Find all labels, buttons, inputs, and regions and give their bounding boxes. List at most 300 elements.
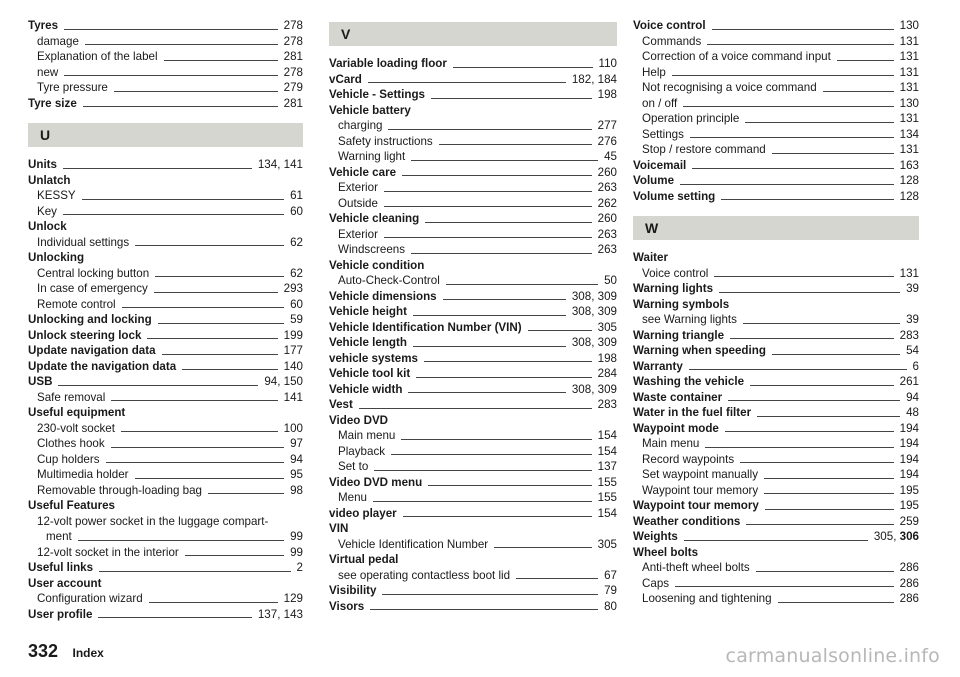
index-page-ref [598, 227, 617, 243]
page-ref-text: 195 [899, 499, 919, 512]
leader-line [374, 470, 591, 471]
leader-line [772, 354, 900, 355]
page-ref-text: 263 [597, 227, 617, 241]
index-entry [329, 56, 617, 72]
index-page-ref [284, 80, 303, 96]
index-entry [329, 382, 617, 398]
leader-line [64, 75, 277, 76]
index-page-ref [572, 335, 617, 351]
index-page-ref [604, 149, 617, 165]
index-page-ref [900, 328, 919, 344]
index-entry-label: Menu [338, 491, 368, 504]
leader-line [122, 307, 284, 308]
index-entry [28, 18, 303, 34]
index-entry [329, 72, 617, 88]
index-subentry [633, 49, 919, 65]
index-page-ref [604, 583, 617, 599]
leader-line [63, 214, 284, 215]
index-subentry [633, 65, 919, 81]
leader-line [431, 98, 592, 99]
page-ref-text: 182, 184 [571, 72, 617, 86]
index-entry-label: Clothes hook [37, 437, 105, 450]
leader-line [707, 44, 893, 45]
index-entry [28, 219, 303, 235]
leader-line [382, 594, 598, 595]
leader-line [823, 91, 894, 92]
index-entry [633, 173, 919, 189]
leader-line [154, 292, 278, 293]
page-ref-text: 195 [899, 483, 919, 497]
index-entry-label: Cup holders [37, 452, 100, 466]
leader-line [98, 617, 251, 618]
page-ref-text: 94 [906, 390, 919, 404]
index-entry [329, 351, 617, 367]
leader-line [114, 91, 278, 92]
leader-line [757, 416, 900, 417]
index-subentry [28, 34, 303, 50]
index-entry-label: Warning light [338, 150, 406, 163]
index-entry-label: Volume setting [633, 189, 716, 203]
page-ref-text: 128 [899, 174, 919, 187]
index-entry-label: Warning symbols [633, 297, 730, 311]
page-ref-text: 99 [290, 545, 303, 559]
page-ref-text: 60 [290, 204, 303, 218]
index-entry-label: Help [642, 65, 666, 79]
leader-line [712, 29, 894, 30]
leader-line [413, 315, 566, 316]
index-entry-label: 230-volt socket [37, 421, 115, 435]
index-entry [329, 366, 617, 382]
index-subentry [28, 467, 303, 483]
index-column-1 [28, 18, 303, 622]
index-entry-label: Waypoint mode [633, 421, 719, 435]
index-subentry [633, 560, 919, 576]
index-entry-label: Warning when speeding [633, 344, 766, 357]
page-footer [28, 641, 104, 662]
page-ref-text: 131 [899, 65, 919, 79]
index-page-ref [598, 475, 617, 491]
page-ref-text: 98 [290, 483, 303, 497]
index-entry-label: Exterior [338, 181, 378, 194]
index-entry [28, 498, 303, 514]
index-entry-label: Unlock steering lock [28, 328, 142, 342]
page-ref-text: 137, 143 [257, 607, 303, 621]
index-page-ref [900, 65, 919, 81]
index-entry-label: User account [28, 576, 102, 590]
leader-line [719, 292, 900, 293]
index-entry-label: Vehicle width [329, 382, 403, 396]
index-entry-label: Useful Features [28, 499, 115, 512]
index-entry-label: Waypoint tour memory [642, 483, 759, 497]
page-ref-text: 163 [899, 158, 919, 172]
index-entry-label: Weights [633, 530, 678, 543]
index-entry [633, 545, 919, 561]
leader-line [743, 323, 900, 324]
page-ref-text: 131 [899, 50, 919, 63]
index-subentry [329, 180, 617, 196]
index-subentry [329, 444, 617, 460]
index-page-ref [900, 467, 919, 483]
index-entry-label: Vehicle tool kit [329, 367, 411, 380]
page-ref-text: 308, 309 [571, 382, 617, 396]
leader-line [111, 447, 284, 448]
index-entry-label: Visors [329, 599, 365, 613]
leader-line [147, 338, 277, 339]
leader-line [208, 493, 284, 494]
index-entry-label: Central locking button [37, 266, 150, 280]
index-entry [633, 514, 919, 530]
index-entry-label: Unlatch [28, 173, 71, 187]
index-entry-label: Commands [642, 34, 702, 48]
index-entry-label: see Warning lights [642, 313, 737, 326]
page-ref-text: 94 [290, 452, 303, 466]
index-entry-label: Auto-Check-Control [338, 274, 440, 287]
index-entry-label: Vehicle Identification Number (VIN) [329, 320, 522, 334]
index-entry [633, 405, 919, 421]
index-entry [329, 506, 617, 522]
page-ref-text: 48 [906, 406, 919, 419]
leader-line [85, 44, 278, 45]
page-ref-text: 281 [283, 50, 303, 63]
leader-line [516, 578, 598, 579]
leader-line [765, 509, 894, 510]
page-ref-text: 62 [290, 235, 303, 249]
index-entry [633, 328, 919, 344]
page-ref-text: 199 [283, 328, 303, 342]
page-ref-text: 60 [290, 297, 303, 311]
index-entry [28, 328, 303, 344]
index-page-ref [598, 320, 617, 336]
index-page-ref [284, 359, 303, 375]
page-ref-text: 131 [899, 34, 919, 48]
page-ref-text: 278 [283, 34, 303, 48]
leader-line [401, 439, 591, 440]
index-entry-label: Vehicle Identification Number [338, 537, 489, 551]
leader-line [135, 245, 284, 246]
index-entry-label: Settings [642, 127, 684, 141]
page-ref-text: 134, 141 [257, 158, 303, 171]
page-ref-text: 283 [597, 398, 617, 411]
index-entry [28, 250, 303, 266]
index-entry-label: Vest [329, 398, 353, 411]
index-entry [28, 560, 303, 576]
index-page-ref [284, 49, 303, 65]
leader-line [672, 75, 894, 76]
index-subentry [28, 49, 303, 65]
index-page-ref [572, 289, 617, 305]
index-subentry [28, 514, 303, 545]
index-entry [329, 552, 617, 568]
index-page-ref [598, 211, 617, 227]
index-entry-label: Vehicle height [329, 305, 407, 318]
leader-line [384, 206, 592, 207]
index-entry-label: Windscreens [338, 243, 406, 256]
index-entry [633, 498, 919, 514]
leader-line [408, 392, 565, 393]
index-page-ref [598, 351, 617, 367]
index-subentry [28, 483, 303, 499]
index-page-ref [284, 18, 303, 34]
index-page-ref [290, 467, 303, 483]
index-entry [28, 173, 303, 189]
page-ref-text: 198 [597, 351, 617, 365]
leader-line [413, 346, 566, 347]
index-entry-label: Wheel bolts [633, 545, 699, 559]
page-ref-text: 131 [899, 112, 919, 125]
index-entry [633, 189, 919, 205]
leader-line [721, 199, 893, 200]
index-subentry [633, 111, 919, 127]
index-subentry [633, 80, 919, 96]
leader-line [58, 385, 258, 386]
page-ref-text: 131 [899, 143, 919, 156]
index-entry-label: Vehicle care [329, 165, 397, 179]
leader-line [690, 137, 894, 138]
index-page-ref [290, 312, 303, 328]
index-page-ref [290, 436, 303, 452]
index-entry [329, 258, 617, 274]
leader-line [680, 184, 894, 185]
index-page-ref [599, 56, 617, 72]
index-entry [28, 607, 303, 623]
leader-line [106, 462, 285, 463]
leader-line [764, 478, 894, 479]
index-page-ref [900, 96, 919, 112]
index-page-ref [572, 72, 617, 88]
leader-line [725, 431, 894, 432]
page-ref-text: 308, 309 [571, 289, 617, 303]
index-page-ref [290, 204, 303, 220]
index-entry [329, 583, 617, 599]
index-subentry [633, 452, 919, 468]
index-page-ref [900, 514, 919, 530]
index-entry-label: video player [329, 506, 397, 520]
page-ref-text: 278 [283, 65, 303, 79]
index-entry-label: Visibility [329, 584, 377, 597]
index-entry-label: Voicemail [633, 158, 687, 172]
leader-line [689, 369, 907, 370]
index-page-ref [604, 568, 617, 584]
index-entry [28, 359, 303, 375]
index-subentry [28, 421, 303, 437]
index-subentry [329, 490, 617, 506]
leader-line [746, 524, 893, 525]
index-page-ref [598, 506, 617, 522]
leader-line [411, 160, 598, 161]
index-page-ref [900, 374, 919, 390]
index-page-ref [284, 390, 303, 406]
index-entry [633, 529, 919, 545]
index-entry [28, 157, 303, 173]
index-page-ref [598, 428, 617, 444]
page-ref-text: 154 [597, 444, 617, 458]
index-entry-label: Voice control [633, 19, 706, 32]
index-page-ref [900, 189, 919, 205]
index-page-ref [284, 343, 303, 359]
index-entry-label: Warning triangle [633, 328, 725, 342]
page-ref-text: 141 [283, 390, 303, 404]
index-entry [329, 320, 617, 336]
index-page-ref [284, 281, 303, 297]
leader-line [837, 60, 894, 61]
leader-line [443, 299, 566, 300]
page-ref-text: 67 [604, 568, 617, 582]
index-subentry [633, 483, 919, 499]
index-entry-label: Unlocking [28, 251, 85, 264]
index-page-ref [598, 397, 617, 413]
index-entry [28, 374, 303, 390]
index-entry-label: 12-volt socket in the interior [37, 545, 179, 559]
index-entry-label: Weather conditions [633, 514, 741, 528]
leader-line [384, 237, 592, 238]
index-subentry [28, 204, 303, 220]
leader-line [158, 323, 284, 324]
page-ref-text: 305, [873, 530, 900, 543]
index-page-ref [258, 607, 303, 623]
index-entry-label: Vehicle battery [329, 103, 411, 117]
index-entry [633, 390, 919, 406]
page-ref-text: 281 [283, 96, 303, 110]
page-ref-text: 80 [604, 599, 617, 613]
index-entry-label: Vehicle length [329, 336, 407, 349]
leader-line [391, 454, 592, 455]
index-subentry [633, 142, 919, 158]
index-page-ref [598, 242, 617, 258]
index-page-ref [604, 273, 617, 289]
index-entry [329, 599, 617, 615]
leader-line [714, 276, 893, 277]
index-entry-label: Useful links [28, 561, 94, 574]
index-entry-label: Vehicle cleaning [329, 212, 420, 225]
page-ref-text: 39 [906, 313, 919, 326]
index-page-ref [290, 297, 303, 313]
leader-line [728, 400, 900, 401]
index-entry-label: Voice control [642, 266, 709, 280]
index-page-ref [900, 173, 919, 189]
index-page-ref [572, 382, 617, 398]
leader-line [764, 493, 893, 494]
index-page-ref [284, 65, 303, 81]
section-letter-header: U [28, 123, 303, 147]
index-entry-label: Main menu [642, 437, 700, 450]
index-subentry [28, 65, 303, 81]
page-ref-text: 6 [912, 359, 919, 373]
page-ref-text: 198 [597, 88, 617, 101]
index-entry-label: Anti-theft wheel bolts [642, 561, 750, 574]
index-subentry [633, 127, 919, 143]
page-ref-text: 308, 309 [571, 305, 617, 318]
index-entry-label: Exterior [338, 227, 378, 241]
page-ref-text: 283 [899, 328, 919, 342]
index-entry-label: Washing the vehicle [633, 375, 745, 388]
index-page-ref [284, 421, 303, 437]
index-entry-label: Video DVD menu [329, 475, 423, 489]
page-ref-text: 59 [290, 313, 303, 326]
page-ref-text: 62 [290, 266, 303, 280]
index-page-ref [284, 591, 303, 607]
leader-line [162, 354, 278, 355]
index-entry-label: Correction of a voice command input [642, 50, 831, 63]
index-entry-label: USB [28, 375, 53, 388]
index-page-ref [572, 304, 617, 320]
index-entry [329, 103, 617, 119]
index-subentry [28, 266, 303, 282]
page-ref-text: 286 [899, 561, 919, 574]
index-entry-label: on / off [642, 96, 678, 110]
page-ref-text: 97 [290, 437, 303, 450]
index-entry-label: vCard [329, 72, 362, 86]
leader-line [368, 82, 566, 83]
page-ref-text: 95 [290, 468, 303, 481]
index-entry [329, 87, 617, 103]
index-entry [329, 289, 617, 305]
index-page-ref [900, 18, 919, 34]
index-page-ref [874, 529, 919, 545]
index-entry-label: Key [37, 204, 57, 218]
index-subentry [28, 235, 303, 251]
index-entry-label: Stop / restore command [642, 143, 766, 156]
page-ref-text: 286 [899, 576, 919, 590]
leader-line [388, 129, 591, 130]
leader-line [63, 168, 252, 169]
leader-line [416, 377, 591, 378]
index-entry-label: Multimedia holder [37, 468, 129, 481]
index-page-ref [264, 374, 303, 390]
page-ref-text: 260 [597, 165, 617, 179]
page-ref-text: 94, 150 [264, 375, 303, 388]
index-subentry [28, 281, 303, 297]
index-page-ref [290, 266, 303, 282]
page-ref-text: 293 [283, 282, 303, 295]
page-ref-text: 305 [597, 320, 617, 334]
index-subentry [329, 149, 617, 165]
page-ref-text: 79 [604, 584, 617, 597]
leader-line [359, 408, 592, 409]
index-entry-label: see operating contactless boot lid [338, 568, 511, 582]
index-page-ref [284, 328, 303, 344]
index-entry-label: VIN [329, 522, 349, 535]
index-page-ref [290, 188, 303, 204]
index-page-ref [900, 483, 919, 499]
index-entry [28, 312, 303, 328]
index-entry-label: Virtual pedal [329, 553, 399, 566]
page-ref-text: 61 [290, 189, 303, 202]
index-entry-label: Unlock [28, 220, 67, 233]
index-entry-label: Vehicle dimensions [329, 289, 437, 303]
index-entry-label: Loosening and tightening [642, 592, 772, 605]
leader-line [446, 284, 598, 285]
page-ref-text: 54 [906, 344, 919, 357]
index-subentry [28, 452, 303, 468]
index-column-3 [633, 18, 919, 607]
index-entry [329, 165, 617, 181]
page-ref-text: 194 [899, 452, 919, 466]
page-ref-text: 259 [899, 514, 919, 528]
page-ref-text: 194 [899, 437, 919, 450]
index-page-ref [900, 452, 919, 468]
leader-line [402, 175, 592, 176]
index-entry-label: Outside [338, 196, 378, 210]
index-subentry [329, 134, 617, 150]
index-page-ref [900, 576, 919, 592]
index-page-ref [598, 134, 617, 150]
index-entry-label: User profile [28, 607, 93, 621]
page-ref-text: 45 [604, 150, 617, 163]
index-subentry [28, 390, 303, 406]
index-entry-label: 12-volt power socket in the luggage compart- [37, 514, 269, 528]
page-ref-text: 140 [283, 359, 303, 373]
leader-line [730, 338, 894, 339]
